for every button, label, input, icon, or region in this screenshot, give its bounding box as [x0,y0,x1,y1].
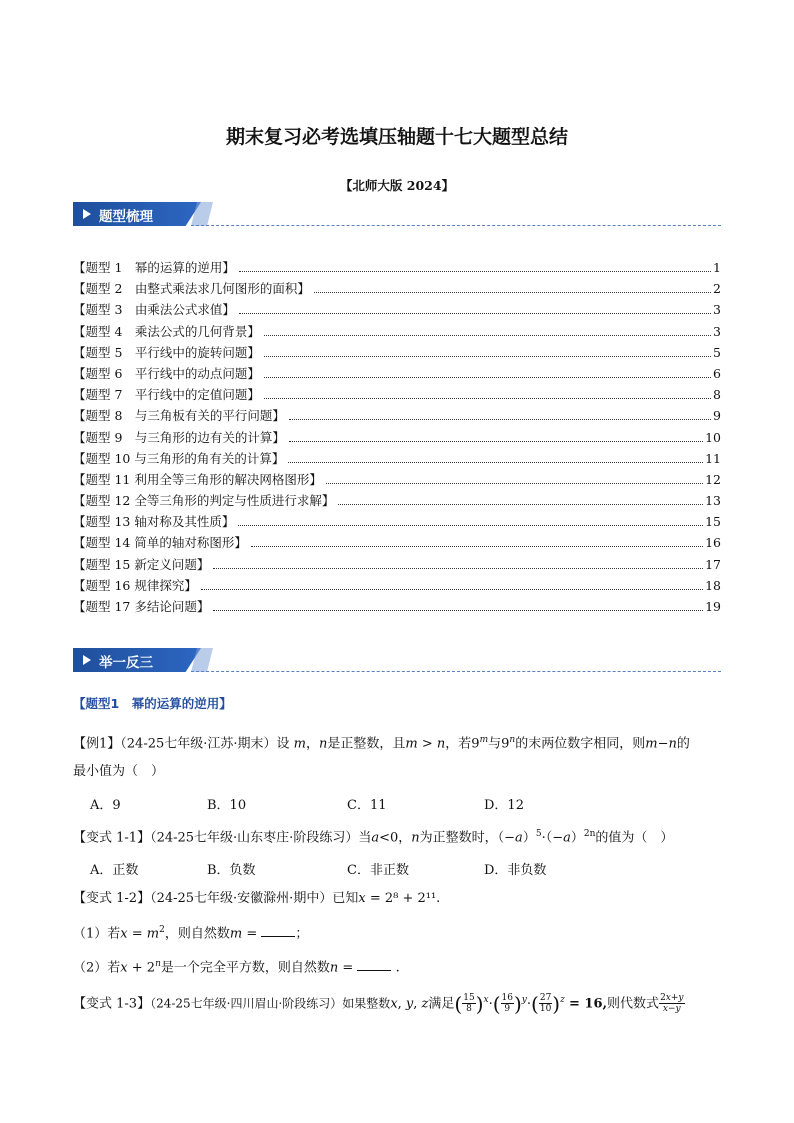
example-1-question: 【例1】（24-25七年级·江苏·期末）设 m，n是正整数，且m > n，若9$^m$与9$^n$的末两位数字相同，则m−n的 最小值为（ ） [73,735,690,780]
section-banner-overview [73,202,721,226]
dashed-divider [191,671,721,672]
play-arrow-icon [83,655,91,665]
option-d[interactable]: D．非负数 [484,863,547,878]
toc-item[interactable]: 【题型 8 与三角板有关的平行问题】 9 [73,408,721,424]
toc-item[interactable]: 【题型 4 乘法公式的几何背景】 3 [73,323,721,339]
toc-item[interactable]: 【题型 6 平行线中的动点问题】 6 [73,365,721,381]
option-c[interactable]: C．非正数 [347,863,409,878]
toc-item[interactable]: 【题型 16 规律探究】 18 [73,577,721,593]
page-title: 期末复习必考选填压轴题十七大题型总结 [225,126,568,148]
variant-1-3-question: 【变式 1-3】（24-25七年级·四川眉山·阶段练习）如果整数x, y, z满足( $\frac{15}{8}$ )$^x$·( $\frac{16}{9}$ )$^y$·( $\frac{27}{10}$ )$^z$ = 16,则代数式 $\frac{2x+y}{x-y}$ [73,991,684,1016]
option-d[interactable]: D．12 [484,798,524,813]
banner-label: 举一反三 [99,655,153,671]
toc-item[interactable]: 【题型 3 由乘法公式求值】 3 [73,302,721,318]
answer-blank[interactable] [261,936,295,937]
variant-1-2-question: 【变式 1-2】（24-25七年级·安徽滁州·期中）已知x = 2⁸ + 2¹¹. [73,891,441,906]
edition-subtitle: 【北师大版 2024】 [339,178,455,193]
option-c[interactable]: C．11 [347,798,387,813]
option-a[interactable]: A．正数 [90,863,139,878]
option-b[interactable]: B．10 [207,798,247,813]
table-of-contents [73,258,721,618]
option-b[interactable]: B．负数 [207,863,256,878]
variant-1-2-part-2: （2）若$x + 2^n$是一个完全平方数，则自然数n = . [73,959,400,976]
section-heading: 【题型1 幂的运算的逆用】 [73,696,232,711]
variant-1-2-part-1: （1）若$x = m^2$，则自然数m = ； [73,925,309,942]
toc-item[interactable]: 【题型 9 与三角形的边有关的计算】 10 [73,429,721,445]
option-a[interactable]: A．9 [90,798,121,813]
toc-item[interactable]: 【题型 1 幂的运算的逆用】 1 [73,260,721,275]
toc-item[interactable]: 【题型 5 平行线中的旋转问题】 5 [73,344,721,360]
section-banner-practice [73,648,721,672]
variant-1-1-question: 【变式 1-1】（24-25七年级·山东枣庄·阶段练习）当a<0，n为正整数时，$(-a)^5\cdot(-a)^{2n}$的值为（ ） [73,829,674,846]
toc-item[interactable]: 【题型 12 全等三角形的判定与性质进行求解】 13 [73,493,721,509]
toc-item[interactable]: 【题型 10 与三角形的角有关的计算】 11 [73,450,721,466]
play-arrow-icon [83,209,91,219]
toc-item[interactable]: 【题型 13 轴对称及其性质】 15 [73,514,721,530]
variant-1-1-options [90,859,546,878]
example-1-options [90,794,524,813]
toc-item[interactable]: 【题型 14 简单的轴对称图形】 16 [73,535,721,551]
toc-item[interactable]: 【题型 17 多结论问题】 19 [73,599,721,614]
toc-item[interactable]: 【题型 2 由整式乘法求几何图形的面积】 2 [73,281,721,297]
answer-blank[interactable] [357,970,391,971]
toc-item[interactable]: 【题型 7 平行线中的定值问题】 8 [73,387,721,403]
dashed-divider [191,225,721,226]
banner-label: 题型梳理 [99,209,153,225]
toc-item[interactable]: 【题型 11 利用全等三角形的解决网格图形】 12 [73,471,721,487]
toc-item[interactable]: 【题型 15 新定义问题】 17 [73,556,721,572]
